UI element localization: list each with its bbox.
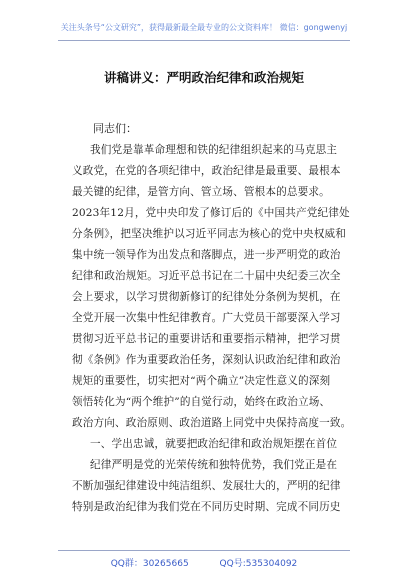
section-heading: 一、学出忠诚，就要把政治纪律和政治规矩摆在首位: [90, 438, 338, 450]
footer: [0, 556, 408, 569]
body-line: 全党开展一次集中性纪律教育。广大党员干部要深入学习: [72, 312, 341, 324]
document-title: 讲稿讲义：严明政治纪律和政治规矩: [103, 70, 304, 85]
body-line: 纪律和政治规矩。习近平总书记在二十届中央纪委三次全: [72, 270, 341, 282]
body-line: 义政党，在党的各项纪律中，政治纪律是最重要、最根本: [72, 165, 341, 177]
body-line: 我们党是靠革命理想和铁的纪律组织起来的马克思主: [90, 144, 338, 156]
body-line: 集中统一领导作为出发点和落脚点，进一步严明党的政治: [72, 249, 341, 261]
body-line: 彻《条例》作为重要政治任务，深刻认识政治纪律和政治: [72, 354, 341, 366]
body-line: 规矩的重要性，切实把对“两个确立”决定性意义的深刻: [72, 375, 331, 387]
body-line: 最关键的纪律，是管方向、管立场、管根本的总要求。: [72, 186, 330, 198]
body-line: 政治方向、政治原则、政治道路上同党中央保持高度一致。: [72, 417, 352, 429]
body-line: 分条例》，把坚决维护以习近平同志为核心的党中央权威和: [72, 228, 347, 240]
body-line: 特别是政治纪律为我们党在不同历史时期、完成不同历史: [72, 501, 341, 513]
header-divider: [58, 40, 350, 41]
body-line: 纪律严明是党的光荣传统和独特优势，我们党正是在: [90, 459, 338, 471]
body-line: 贯彻习近平总书记的重要讲话和重要指示精神，把学习贯: [72, 333, 341, 345]
body-line: 2023年12月，党中央印发了修订后的《中国共产党纪律处: [72, 207, 350, 219]
header-note: 关注头条号“公文研究”，获得最新最全最专业的公文资料库！ 微信：gongwenyj: [60, 23, 348, 32]
body-line: 领悟转化为“两个维护”的自觉行动，始终在政治立场、: [72, 396, 331, 408]
body-line: 不断加强纪律建设中纯洁组织、发展壮大的，严明的纪律: [72, 480, 341, 492]
footer-qq-group: QQ群：30265665: [110, 559, 189, 569]
footer-qq-number: QQ号:535304092: [219, 559, 298, 569]
footer-divider: [58, 550, 350, 551]
greeting: 同志们：: [93, 122, 137, 135]
body-line: 会上要求，以学习贯彻新修订的纪律处分条例为契机，在: [72, 291, 341, 303]
